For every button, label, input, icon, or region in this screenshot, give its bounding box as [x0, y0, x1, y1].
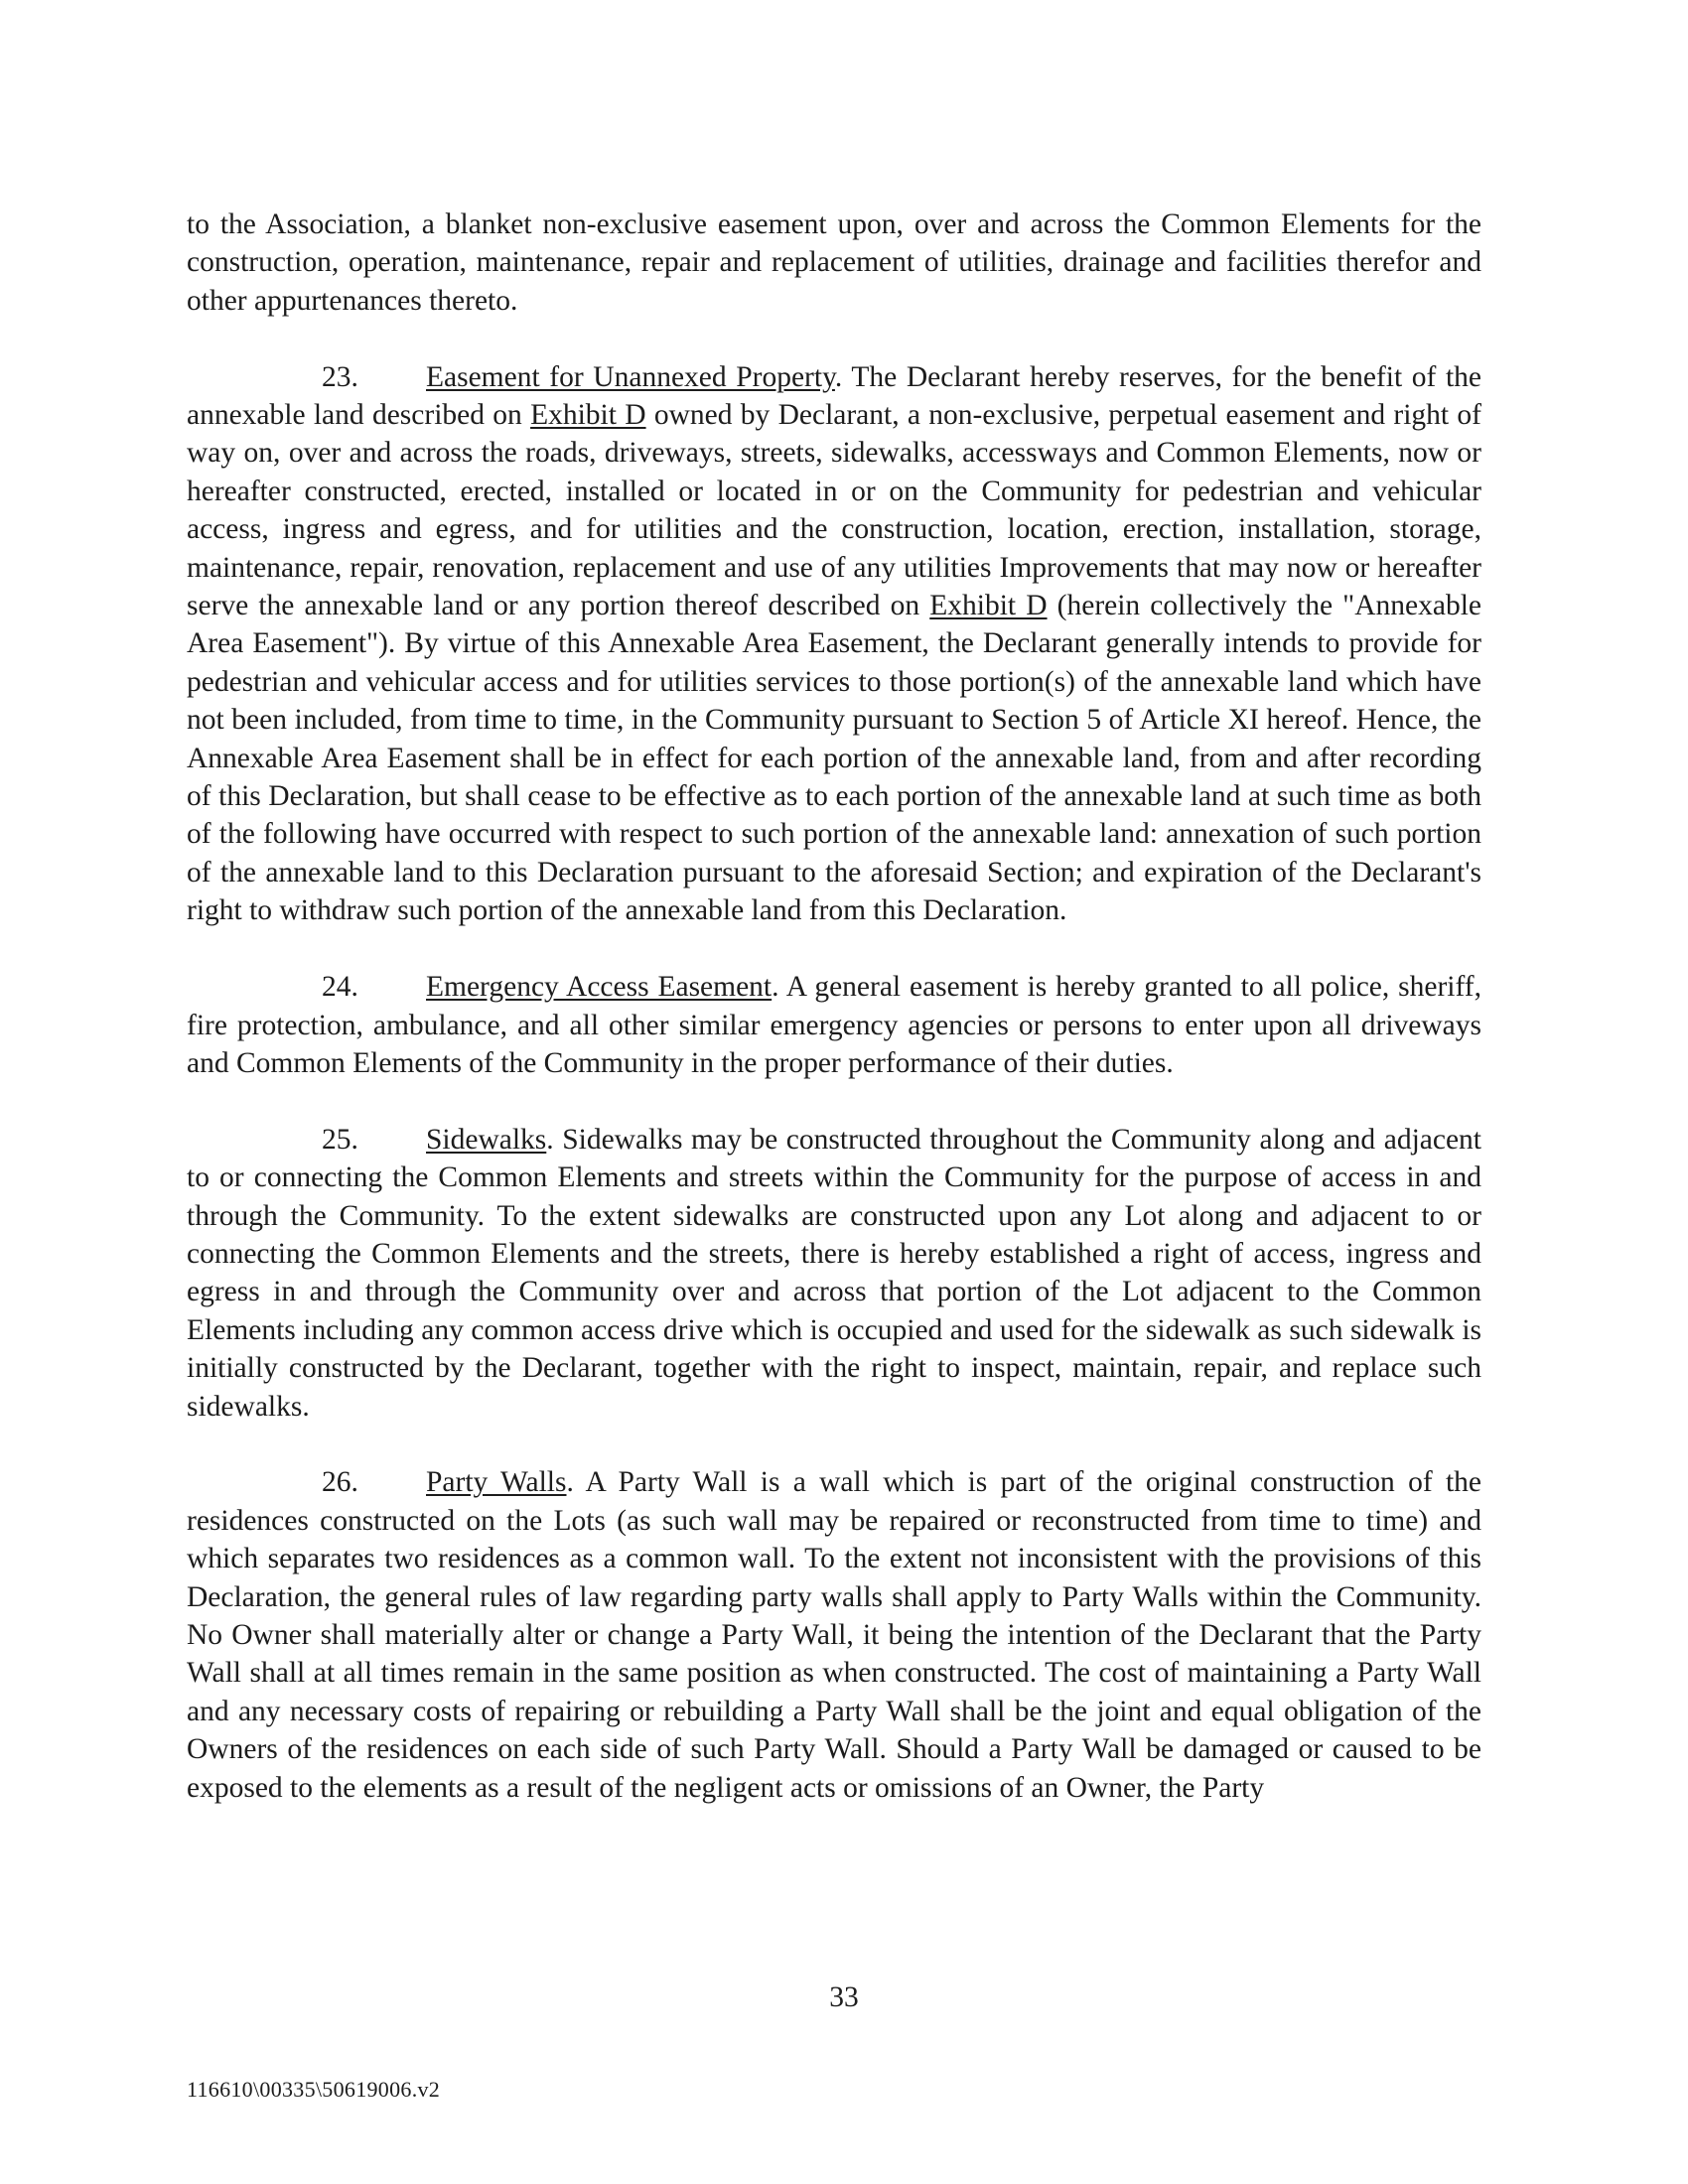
- section-heading: Party Walls: [426, 1466, 567, 1499]
- section-text: . Sidewalks may be constructed throughout the Community along and adjacent to or connecting the Common Elements and streets within the Community for the purpose of access in and through the Community. To the extent sidewalks are constructed upon any Lot along and adjacent to or connecting the Common Elements and the streets, there is hereby established a right of access, ingress and egress in and through the Community over and across that portion of the Lot adjacent to the Common Elements including any common access drive which is occupied and used for the sidewalk as such sidewalk is initially constructed by the Declarant, together with the right to inspect, maintain, repair, and replace such sidewalks.: [187, 1123, 1481, 1423]
- section-23-paragraph: [187, 358, 1481, 930]
- section-25-paragraph: [187, 1121, 1481, 1426]
- section-text: . The Declarant hereby reserves, for the benefit of the annexable land described on: [187, 360, 1481, 432]
- page-number: 33: [829, 1981, 859, 2013]
- section-text: . A general easement is hereby granted to all police, sheriff, fire protection, ambulance, and all other similar emergency agencies or persons to enter upon all driveways and Common Elements of the Community in the proper performance of their duties.: [187, 971, 1481, 1079]
- document-id: 116610\00335\50619006.v2: [187, 2077, 441, 2102]
- section-24-paragraph: [187, 968, 1481, 1082]
- section-number: 26.: [322, 1466, 358, 1499]
- section-text: . A Party Wall is a wall which is part of the original construction of the residences constructed on the Lots (as such wall may be repaired or reconstructed from time to time) and which separates two residences as a common wall. To the extent not inconsistent with the provisions of this Declaration, the general rules of law regarding party walls shall apply to Party Walls within the Community. No Owner shall materially alter or change a Party Wall, it being the intention of the Declarant that the Party Wall shall at all times remain in the same position as when constructed. The cost of maintaining a Party Wall and any necessary costs of repairing or rebuilding a Party Wall shall be the joint and equal obligation of the Owners of the residences on each side of such Party Wall. Should a Party Wall be damaged or caused to be exposed to the elements as a result of the negligent acts or omissions of an Owner, the Party: [187, 1466, 1481, 1804]
- intro-paragraph: [187, 205, 1481, 320]
- section-number: 24.: [322, 971, 358, 1004]
- section-number: 25.: [322, 1123, 358, 1156]
- section-heading: Sidewalks: [426, 1123, 547, 1156]
- document-body: [187, 205, 1481, 1844]
- section-26-paragraph: [187, 1463, 1481, 1807]
- section-heading: Emergency Access Easement: [426, 971, 773, 1004]
- section-heading: Easement for Unannexed Property: [426, 360, 835, 393]
- intro-text: to the Association, a blanket non-exclusive easement upon, over and across the Common Elements for the construction, operation, maintenance, repair and replacement of utilities, drainage and facilities therefor and other appurtenances thereto.: [187, 208, 1481, 317]
- section-text: (herein collectively the "Annexable Area Easement"). By virtue of this Annexable Area Easement, the Declarant generally intends to provide for pedestrian and vehicular access and for utilities services to those portion(s) of the annexable land which have not been included, from time to time, in the Community pursuant to Section 5 of Article XI hereof. Hence, the Annexable Area Easement shall be in effect for each portion of the annexable land, from and after recording of this Declaration, but shall cease to be effective as to each portion of the annexable land at such time as both of the following have occurred with respect to such portion of the annexable land: annexation of such portion of the annexable land to this Declaration pursuant to the aforesaid Section; and expiration of the Declarant's right to withdraw such portion of the annexable land from this Declaration.: [187, 590, 1481, 927]
- exhibit-reference: Exhibit D: [530, 399, 646, 432]
- section-text: owned by Declarant, a non-exclusive, perpetual easement and right of way on, over and across the roads, driveways, streets, sidewalks, accessways and Common Elements, now or hereafter constructed, erected, installed or located in or on the Community for pedestrian and vehicular access, ingress and egress, and for utilities and the construction, location, erection, installation, storage, maintenance, repair, renovation, replacement and use of any utilities Improvements that may now or hereafter serve the annexable land or any portion thereof described on: [187, 399, 1481, 622]
- exhibit-reference: Exhibit D: [929, 590, 1048, 622]
- section-number: 23.: [322, 360, 358, 393]
